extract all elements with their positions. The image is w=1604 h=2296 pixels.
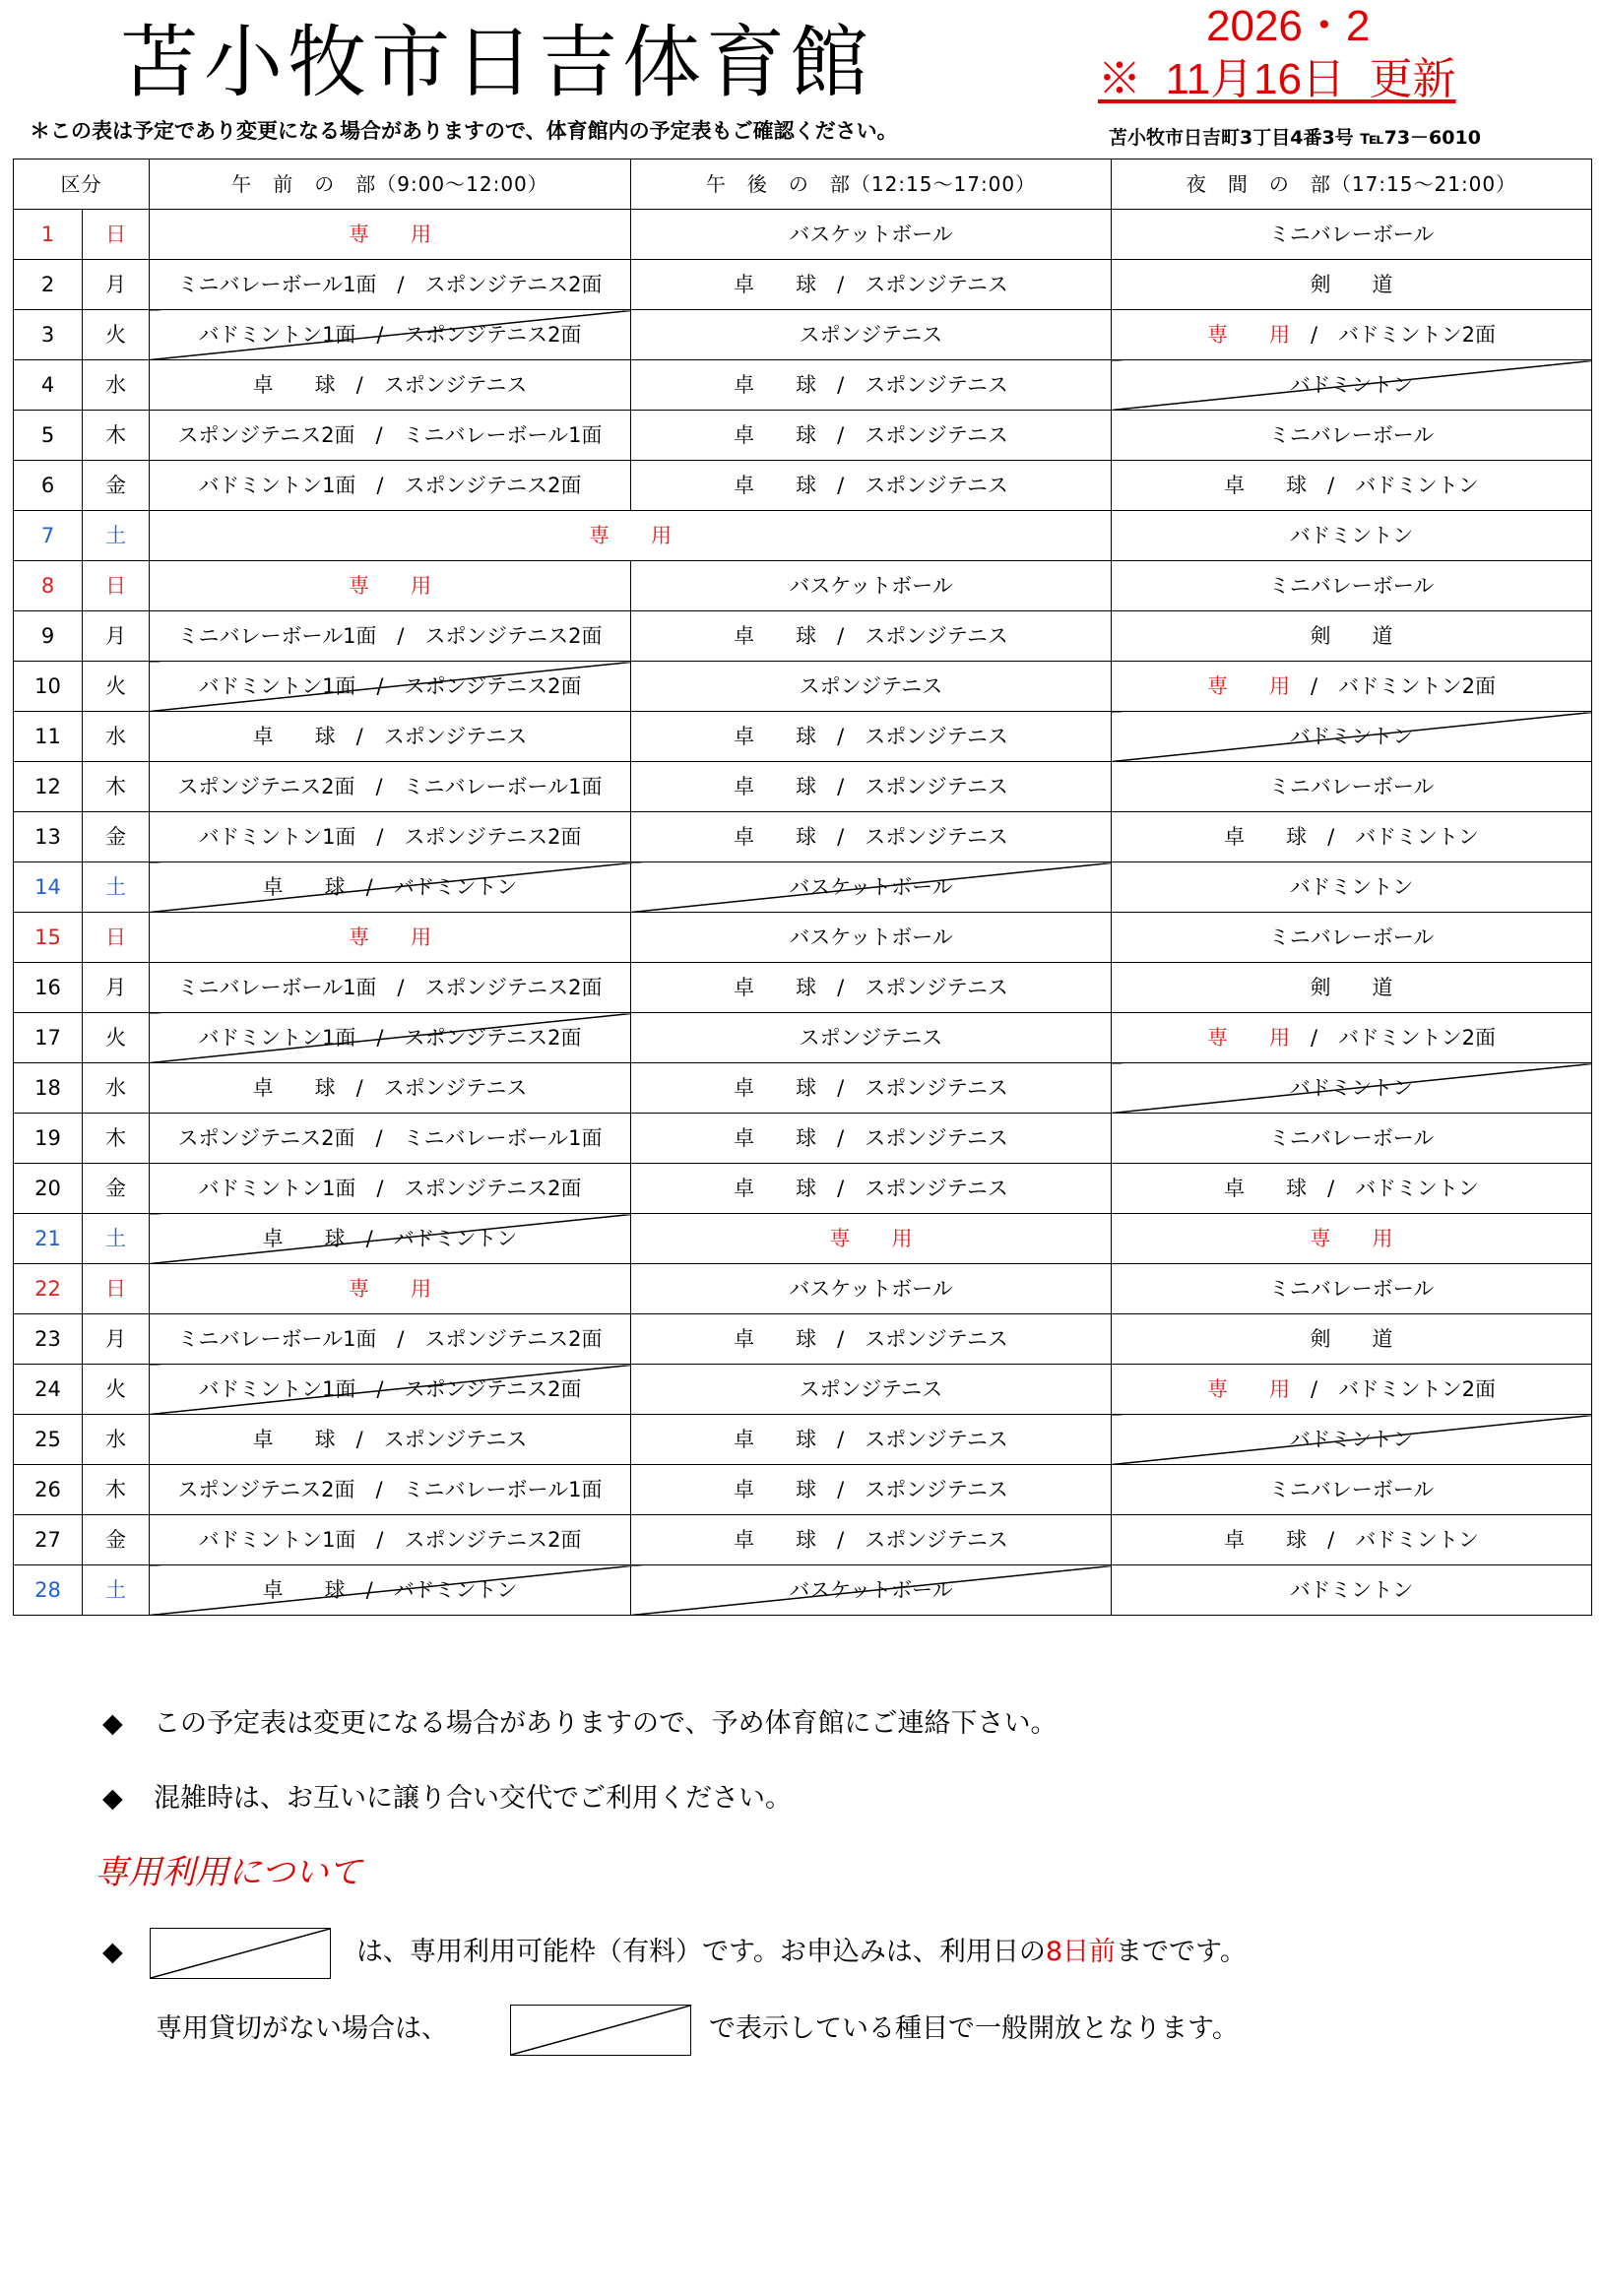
day-of-week: 水 <box>83 1415 150 1465</box>
session-morning: 専 用 <box>150 1264 631 1314</box>
day-of-week: 土 <box>83 511 150 561</box>
session-morning: スポンジテニス2面 / ミニバレーボール1面 <box>150 1114 631 1164</box>
session-evening: ミニバレーボール <box>1112 1114 1592 1164</box>
session-evening: ミニバレーボール <box>1112 210 1592 260</box>
table-row <box>14 260 1592 310</box>
session-morning: 卓 球 / スポンジテニス <box>150 1063 631 1114</box>
day-number: 23 <box>14 1314 83 1365</box>
session-afternoon: スポンジテニス <box>631 662 1112 712</box>
session-morning: バドミントン1面 / スポンジテニス2面 <box>150 1013 631 1063</box>
bullet-2-text: 混雑時は、お互いに譲り合い交代でご利用ください。 <box>154 1783 792 1814</box>
table-row <box>14 461 1592 511</box>
diamond-bullet-icon: ◆ <box>102 1937 123 1967</box>
section-heading-private-use: 専用利用について <box>95 1853 362 1892</box>
session-afternoon: 卓 球 / スポンジテニス <box>631 712 1112 762</box>
day-of-week: 日 <box>83 561 150 611</box>
day-of-week: 月 <box>83 611 150 662</box>
day-number: 8 <box>14 561 83 611</box>
session-afternoon: 卓 球 / スポンジテニス <box>631 1164 1112 1214</box>
session-evening: 剣 道 <box>1112 1314 1592 1365</box>
evening-part: / バドミントン2面 <box>1289 1025 1496 1050</box>
session-afternoon: スポンジテニス <box>631 1013 1112 1063</box>
session-morning: ミニバレーボール1面 / スポンジテニス2面 <box>150 611 631 662</box>
table-row <box>14 1063 1592 1114</box>
session-morning: バドミントン1面 / スポンジテニス2面 <box>150 1515 631 1565</box>
day-of-week: 土 <box>83 862 150 913</box>
day-number: 26 <box>14 1465 83 1515</box>
session-afternoon: 卓 球 / スポンジテニス <box>631 963 1112 1013</box>
session-evening: 卓 球 / バドミントン <box>1112 812 1592 862</box>
day-number: 17 <box>14 1013 83 1063</box>
day-number: 15 <box>14 913 83 963</box>
day-number: 10 <box>14 662 83 712</box>
day-number: 3 <box>14 310 83 360</box>
session-evening: 卓 球 / バドミントン <box>1112 1164 1592 1214</box>
table-row <box>14 210 1592 260</box>
session-morning: 専 用 <box>150 913 631 963</box>
session-morning: スポンジテニス2面 / ミニバレーボール1面 <box>150 411 631 461</box>
session-morning: 卓 球 / バドミントン <box>150 1214 631 1264</box>
day-of-week: 金 <box>83 812 150 862</box>
session-afternoon: 卓 球 / スポンジテニス <box>631 1465 1112 1515</box>
day-of-week: 木 <box>83 411 150 461</box>
table-row <box>14 762 1592 812</box>
session-evening: ミニバレーボール <box>1112 411 1592 461</box>
footer-bullet-1 <box>102 1704 1057 1744</box>
session-morning: バドミントン1面 / スポンジテニス2面 <box>150 1365 631 1415</box>
session-am-pm: 専 用 <box>150 511 1112 561</box>
session-afternoon: 卓 球 / スポンジテニス <box>631 260 1112 310</box>
day-number: 27 <box>14 1515 83 1565</box>
session-morning: バドミントン1面 / スポンジテニス2面 <box>150 1164 631 1214</box>
session-morning: スポンジテニス2面 / ミニバレーボール1面 <box>150 1465 631 1515</box>
session-evening <box>1112 1013 1592 1063</box>
session-morning: 卓 球 / スポンジテニス <box>150 712 631 762</box>
day-of-week: 日 <box>83 1264 150 1314</box>
session-evening: ミニバレーボール <box>1112 561 1592 611</box>
legend-slash-box-1 <box>150 1928 331 1979</box>
table-row <box>14 1164 1592 1214</box>
session-evening: バドミントン <box>1112 1415 1592 1465</box>
legend-slash-box-2 <box>510 2005 691 2056</box>
day-of-week: 日 <box>83 210 150 260</box>
table-row <box>14 310 1592 360</box>
session-afternoon: 卓 球 / スポンジテニス <box>631 360 1112 411</box>
table-row <box>14 1415 1592 1465</box>
legend-1-days: 8日前 <box>1045 1937 1117 1967</box>
table-row <box>14 1314 1592 1365</box>
day-of-week: 日 <box>83 913 150 963</box>
session-afternoon: バスケットボール <box>631 913 1112 963</box>
session-evening: 剣 道 <box>1112 260 1592 310</box>
table-row <box>14 712 1592 762</box>
legend-2-before: 専用貸切がない場合は、 <box>156 2013 448 2044</box>
page-title: 苫小牧市日吉体育館 <box>120 17 873 108</box>
table-header-row <box>14 159 1592 210</box>
session-morning: ミニバレーボール1面 / スポンジテニス2面 <box>150 1314 631 1365</box>
legend-1-before: は、専用利用可能枠（有料）です。お申込みは、利用日の <box>356 1937 1046 1967</box>
table-row <box>14 411 1592 461</box>
session-afternoon: 卓 球 / スポンジテニス <box>631 1314 1112 1365</box>
table-row <box>14 913 1592 963</box>
table-row <box>14 511 1592 561</box>
day-of-week: 火 <box>83 1013 150 1063</box>
session-afternoon: 専 用 <box>631 1214 1112 1264</box>
table-row <box>14 1114 1592 1164</box>
session-evening: 剣 道 <box>1112 963 1592 1013</box>
session-morning: ミニバレーボール1面 / スポンジテニス2面 <box>150 963 631 1013</box>
header-morning: 午 前 の 部（9:00～12:00） <box>150 159 631 210</box>
legend-line-2-text <box>156 2009 448 2049</box>
legend-line-2-after <box>709 2009 1239 2049</box>
table-row <box>14 1465 1592 1515</box>
session-evening: 卓 球 / バドミントン <box>1112 1515 1592 1565</box>
schedule-body <box>14 210 1592 1616</box>
legend-line-1 <box>102 1933 123 1972</box>
day-number: 19 <box>14 1114 83 1164</box>
table-row <box>14 1264 1592 1314</box>
table-row <box>14 812 1592 862</box>
session-morning: 卓 球 / バドミントン <box>150 862 631 913</box>
schedule-month: 2026・2 <box>1206 2 1371 50</box>
day-of-week: 月 <box>83 260 150 310</box>
session-morning: バドミントン1面 / スポンジテニス2面 <box>150 310 631 360</box>
session-afternoon: 卓 球 / スポンジテニス <box>631 1415 1112 1465</box>
day-number: 1 <box>14 210 83 260</box>
session-evening: バドミントン <box>1112 862 1592 913</box>
table-row <box>14 862 1592 913</box>
session-morning: バドミントン1面 / スポンジテニス2面 <box>150 812 631 862</box>
session-evening <box>1112 1365 1592 1415</box>
evening-part: 専 用 <box>1206 1025 1290 1050</box>
session-morning: スポンジテニス2面 / ミニバレーボール1面 <box>150 762 631 812</box>
session-morning: 専 用 <box>150 210 631 260</box>
session-afternoon: 卓 球 / スポンジテニス <box>631 1063 1112 1114</box>
day-of-week: 月 <box>83 963 150 1013</box>
table-row <box>14 561 1592 611</box>
session-evening: バドミントン <box>1112 1565 1592 1616</box>
day-of-week: 土 <box>83 1565 150 1616</box>
evening-part: / バドミントン2面 <box>1289 673 1496 698</box>
table-row <box>14 1565 1592 1616</box>
bullet-1-text: この予定表は変更になる場合がありますので、予め体育館にご連絡下さい。 <box>154 1708 1058 1739</box>
day-number: 6 <box>14 461 83 511</box>
day-number: 5 <box>14 411 83 461</box>
session-morning: 卓 球 / バドミントン <box>150 1565 631 1616</box>
session-afternoon: 卓 球 / スポンジテニス <box>631 411 1112 461</box>
day-of-week: 金 <box>83 1515 150 1565</box>
session-morning: ミニバレーボール1面 / スポンジテニス2面 <box>150 260 631 310</box>
session-evening: ミニバレーボール <box>1112 913 1592 963</box>
session-afternoon: バスケットボール <box>631 561 1112 611</box>
day-of-week: 木 <box>83 1465 150 1515</box>
session-evening: 専 用 <box>1112 1214 1592 1264</box>
session-afternoon: 卓 球 / スポンジテニス <box>631 1114 1112 1164</box>
session-afternoon: バスケットボール <box>631 1565 1112 1616</box>
session-evening <box>1112 662 1592 712</box>
session-morning: バドミントン1面 / スポンジテニス2面 <box>150 662 631 712</box>
table-row <box>14 360 1592 411</box>
footer-bullet-2 <box>102 1779 792 1818</box>
session-afternoon: スポンジテニス <box>631 310 1112 360</box>
day-of-week: 月 <box>83 1314 150 1365</box>
evening-part: 専 用 <box>1206 673 1290 698</box>
day-number: 2 <box>14 260 83 310</box>
table-row <box>14 1013 1592 1063</box>
day-of-week: 金 <box>83 461 150 511</box>
day-of-week: 土 <box>83 1214 150 1264</box>
day-number: 21 <box>14 1214 83 1264</box>
day-number: 9 <box>14 611 83 662</box>
session-morning: 卓 球 / スポンジテニス <box>150 360 631 411</box>
table-row <box>14 611 1592 662</box>
update-date: ※ 11月16日 更新 <box>1098 55 1456 103</box>
table-row <box>14 662 1592 712</box>
session-evening: バドミントン <box>1112 712 1592 762</box>
table-row <box>14 1365 1592 1415</box>
day-number: 28 <box>14 1565 83 1616</box>
session-afternoon: 卓 球 / スポンジテニス <box>631 461 1112 511</box>
diamond-bullet-icon: ◆ <box>102 1708 123 1739</box>
day-number: 7 <box>14 511 83 561</box>
session-morning: 卓 球 / スポンジテニス <box>150 1415 631 1465</box>
legend-line-1-text <box>356 1933 1247 1972</box>
evening-part: / バドミントン2面 <box>1289 322 1496 347</box>
session-afternoon: バスケットボール <box>631 862 1112 913</box>
day-number: 20 <box>14 1164 83 1214</box>
evening-part: / バドミントン2面 <box>1289 1376 1496 1401</box>
day-of-week: 金 <box>83 1164 150 1214</box>
day-number: 24 <box>14 1365 83 1415</box>
day-number: 13 <box>14 812 83 862</box>
day-number: 16 <box>14 963 83 1013</box>
schedule-notice: ＊この表は予定であり変更になる場合がありますので、体育館内の予定表もご確認ください。 <box>30 119 898 143</box>
session-afternoon: バスケットボール <box>631 210 1112 260</box>
day-of-week: 木 <box>83 1114 150 1164</box>
day-of-week: 水 <box>83 712 150 762</box>
day-of-week: 火 <box>83 1365 150 1415</box>
day-of-week: 火 <box>83 310 150 360</box>
session-afternoon: 卓 球 / スポンジテニス <box>631 1515 1112 1565</box>
legend-2-after: で表示している種目で一般開放となります。 <box>709 2013 1239 2044</box>
session-afternoon: スポンジテニス <box>631 1365 1112 1415</box>
day-of-week: 火 <box>83 662 150 712</box>
day-number: 22 <box>14 1264 83 1314</box>
session-evening: ミニバレーボール <box>1112 762 1592 812</box>
evening-part: 専 用 <box>1206 322 1290 347</box>
day-number: 12 <box>14 762 83 812</box>
header-afternoon: 午 後 の 部（12:15～17:00） <box>631 159 1112 210</box>
legend-1-after: までです。 <box>1116 1937 1247 1967</box>
schedule-table <box>13 159 1592 1616</box>
day-of-week: 木 <box>83 762 150 812</box>
header-category: 区分 <box>14 159 150 210</box>
session-afternoon: 卓 球 / スポンジテニス <box>631 611 1112 662</box>
session-evening: ミニバレーボール <box>1112 1264 1592 1314</box>
day-number: 11 <box>14 712 83 762</box>
session-evening <box>1112 310 1592 360</box>
session-afternoon: 卓 球 / スポンジテニス <box>631 812 1112 862</box>
session-evening: 卓 球 / バドミントン <box>1112 461 1592 511</box>
day-number: 25 <box>14 1415 83 1465</box>
session-morning: バドミントン1面 / スポンジテニス2面 <box>150 461 631 511</box>
facility-address: 苫小牧市日吉町3丁目4番3号 ℡73－6010 <box>1109 127 1481 149</box>
session-evening: バドミントン <box>1112 1063 1592 1114</box>
header-evening: 夜 間 の 部（17:15～21:00） <box>1112 159 1592 210</box>
day-number: 4 <box>14 360 83 411</box>
session-evening: ミニバレーボール <box>1112 1465 1592 1515</box>
session-morning: 専 用 <box>150 561 631 611</box>
day-number: 14 <box>14 862 83 913</box>
table-row <box>14 963 1592 1013</box>
evening-part: 専 用 <box>1206 1376 1290 1401</box>
table-row <box>14 1214 1592 1264</box>
table-row <box>14 1515 1592 1565</box>
day-of-week: 水 <box>83 1063 150 1114</box>
session-afternoon: 卓 球 / スポンジテニス <box>631 762 1112 812</box>
session-evening: バドミントン <box>1112 360 1592 411</box>
session-evening: 剣 道 <box>1112 611 1592 662</box>
diamond-bullet-icon: ◆ <box>102 1783 123 1814</box>
day-of-week: 水 <box>83 360 150 411</box>
day-number: 18 <box>14 1063 83 1114</box>
session-evening: バドミントン <box>1112 511 1592 561</box>
session-afternoon: バスケットボール <box>631 1264 1112 1314</box>
